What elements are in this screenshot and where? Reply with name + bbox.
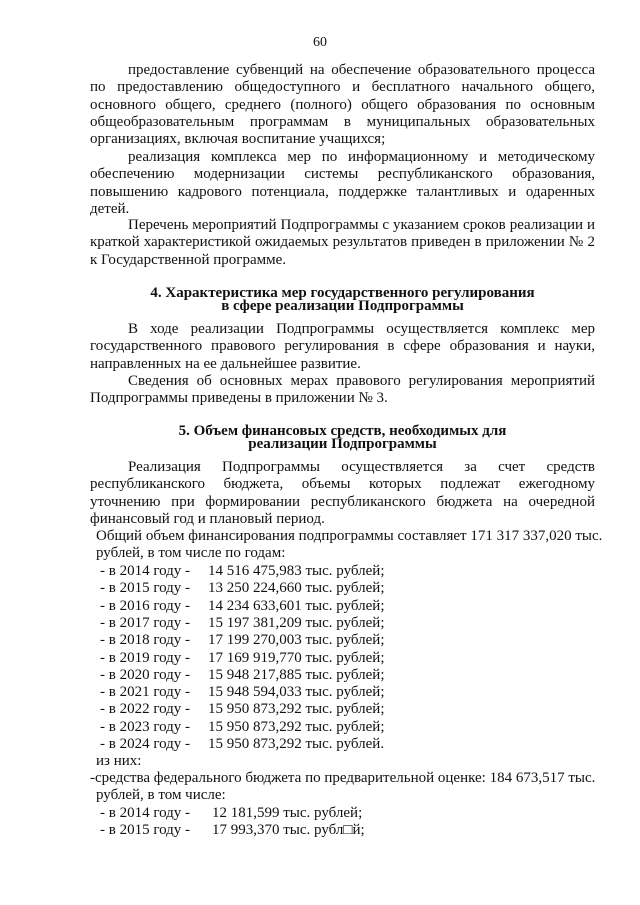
year-label: - в 2016 году - [100,597,191,614]
year-amount: 15 197 381,209 тыс. рублей; [208,614,385,631]
paragraph-subventions: предоставление субвенций на обеспечение образовательного процесса по предоставлению общедоступного и бесплатного начального общего, основного общего, среднего (полного) общего образования по основным общеобразовательным программам в муниципальных образовательных организациях, включая воспитание учащихся; [90,62,595,148]
federal-budget-line1: -средства федерального бюджета по предварительной оценке: 184 673,517 тыс. [90,770,596,786]
year-amount: 17 199 270,003 тыс. рублей; [208,632,385,649]
financing-row [100,667,385,684]
year-amount: 14 516 475,983 тыс. рублей; [208,563,385,579]
financing-row [100,650,385,667]
year-amount: 12 181,599 тыс. рублей; [212,805,363,821]
financing-row [100,701,385,718]
year-amount: 17 169 919,770 тыс. рублей; [208,649,385,666]
year-amount: 17 993,370 тыс. рубл□й; [212,822,365,839]
financing-row [100,615,385,632]
year-label: - в 2017 году - [100,614,191,631]
year-label: - в 2018 году - [100,632,191,649]
section-5-heading-line2: реализации Подпрограммы [248,436,437,452]
section-4-heading-line1: 4. Характеристика мер государственного регулирования [150,285,535,301]
financing-row [100,563,385,580]
year-label: - в 2015 году - [100,822,191,839]
page-number: 60 [313,35,327,50]
year-amount: 15 950 873,292 тыс. рублей. [208,736,385,752]
paragraph-methodical-support: реализация комплекса мер по информационному и методическому обеспечению модернизации системы республиканского образования, повышению кадрового потенциала, поддержке талантливых и одаренных детей. [90,149,595,217]
paragraph-regulation-info: Сведения об основных мерах правового регулирования мероприятий Подпрограммы приведены в приложении № 3. [90,373,595,407]
year-amount: 13 250 224,660 тыс. рублей; [208,580,385,597]
year-amount: 15 948 217,885 тыс. рублей; [208,666,385,683]
financing-row [100,684,385,701]
financing-row [100,736,384,753]
of-them-label: из них: [96,753,142,769]
year-amount: 15 950 873,292 тыс. рублей; [208,718,385,735]
financing-row [100,719,385,736]
section-4-heading-line2: в сфере реализации Подпрограммы [221,298,464,314]
year-amount: 15 950 873,292 тыс. рублей; [208,701,385,718]
year-label: - в 2015 году - [100,580,191,597]
paragraph-regulation: В ходе реализации Подпрограммы осуществляется комплекс мер государственного правового регулирования в сфере образования и науки, направленных на ее дальнейшее развитие. [90,321,595,372]
year-label: - в 2019 году - [100,649,191,666]
total-financing-line1: Общий объем финансирования подпрограммы составляет 171 317 337,020 тыс. [96,528,603,544]
year-amount: 14 234 633,601 тыс. рублей; [208,597,385,614]
year-label: - в 2024 году - [100,736,191,752]
financing-row [100,822,365,839]
year-amount: 15 948 594,033 тыс. рублей; [208,684,385,701]
year-label: - в 2014 году - [100,563,191,579]
paragraph-financing: Реализация Подпрограммы осуществляется за счет средств республиканского бюджета, объемы которых подлежат ежегодному уточнению при формировании республиканского бюджета на очередной финансовый год и плановый период. [90,459,595,527]
financing-row [100,632,385,649]
financing-row [100,598,385,615]
year-label: - в 2021 году - [100,684,191,701]
paragraph-measures-list: Перечень мероприятий Подпрограммы с указанием сроков реализации и краткой характеристикой ожидаемых результатов приведен в приложении № 2 к Государственной программе. [90,217,595,268]
financing-row [100,580,385,597]
year-label: - в 2022 году - [100,701,191,718]
section-5-heading-line1: 5. Объем финансовых средств, необходимых для [178,423,507,439]
year-label: - в 2014 году - [100,805,191,821]
financing-row [100,805,362,822]
year-label: - в 2020 году - [100,666,191,683]
total-financing-line2: рублей, в том числе по годам: [96,545,286,561]
federal-budget-line2: рублей, в том числе: [96,787,226,803]
year-label: - в 2023 году - [100,718,191,735]
